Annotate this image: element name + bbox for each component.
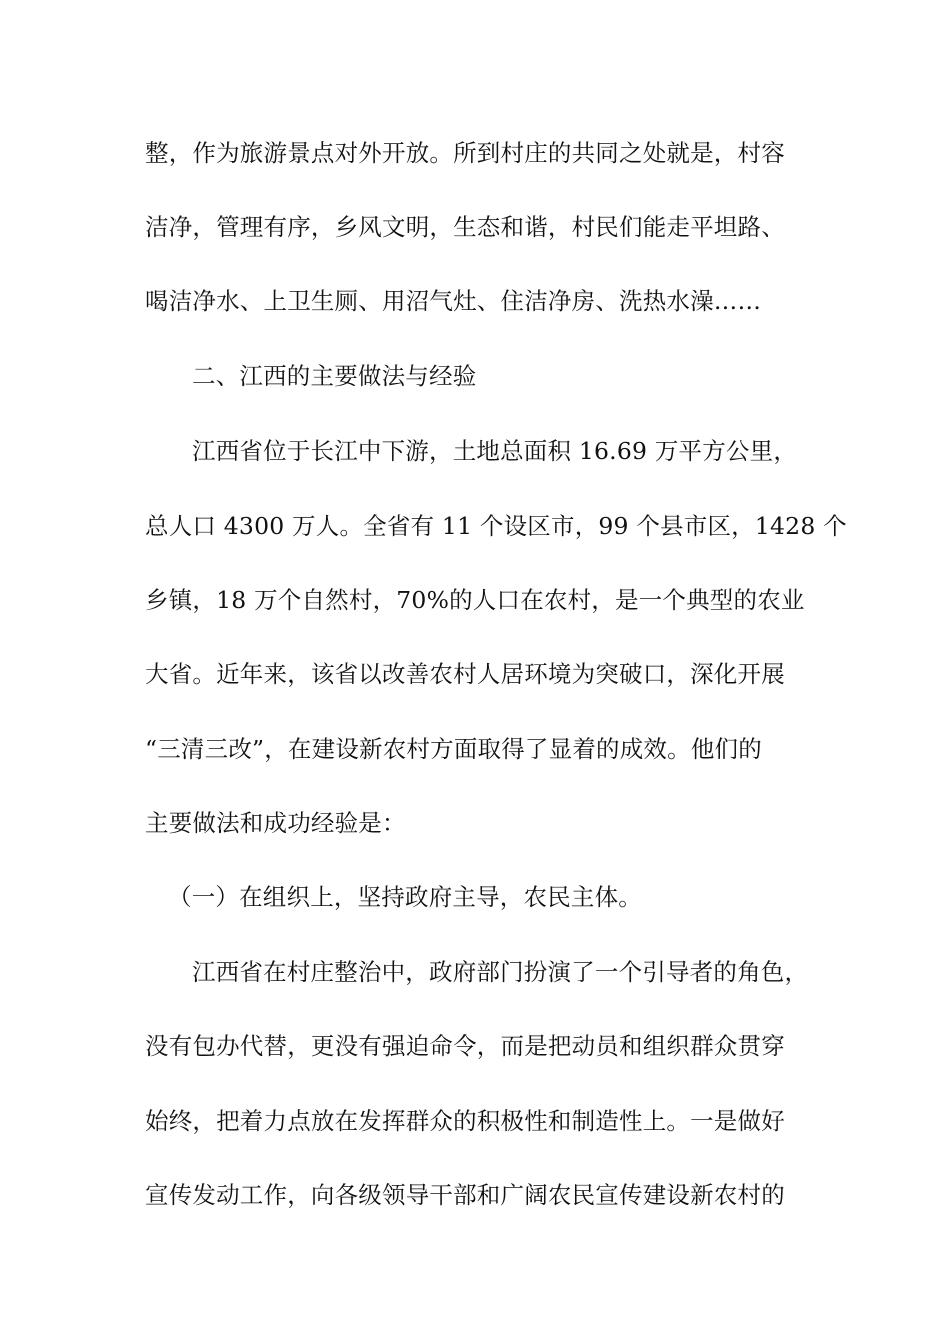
text-line: 大省。近年来，该省以改善农村人居环境为突破口，深化开展: [145, 660, 785, 688]
section-heading: 二、江西的主要做法与经验: [192, 362, 477, 390]
text-line: 总人口 4300 万人。全省有 11 个设区市，99 个县市区，1428 个: [145, 512, 847, 540]
text-line: 乡镇，18 万个自然村，70%的人口在农村，是一个典型的农业: [145, 586, 805, 614]
text-line: 宣传发动工作，向各级领导干部和广阔农民宣传建设新农村的: [145, 1181, 785, 1209]
text-line: 没有包办代替，更没有强迫命令，而是把动员和组织群众贯穿: [145, 1032, 785, 1060]
text-line: 始终，把着力点放在发挥群众的积极性和制造性上。一是做好: [145, 1107, 785, 1135]
text-line: “三清三改”，在建设新农村方面取得了显着的成效。他们的: [145, 735, 762, 763]
text-line: 洁净，管理有序，乡风文明，生态和谐，村民们能走平坦路、: [145, 213, 785, 241]
text-line: 喝洁净水、上卫生厕、用沼气灶、住洁净房、洗热水澡……: [145, 287, 762, 315]
text-line: 江西省位于长江中下游，土地总面积 16.69 万平方公里，: [192, 437, 798, 465]
subsection-heading: （一）在组织上，坚持政府主导，农民主体。: [168, 883, 642, 911]
text-line: 整，作为旅游景点对外开放。所到村庄的共同之处就是，村容: [145, 139, 785, 167]
text-line: 江西省在村庄整治中，政府部门扮演了一个引导者的角色，: [192, 958, 809, 986]
text-line: 主要做法和成功经验是：: [145, 809, 406, 837]
